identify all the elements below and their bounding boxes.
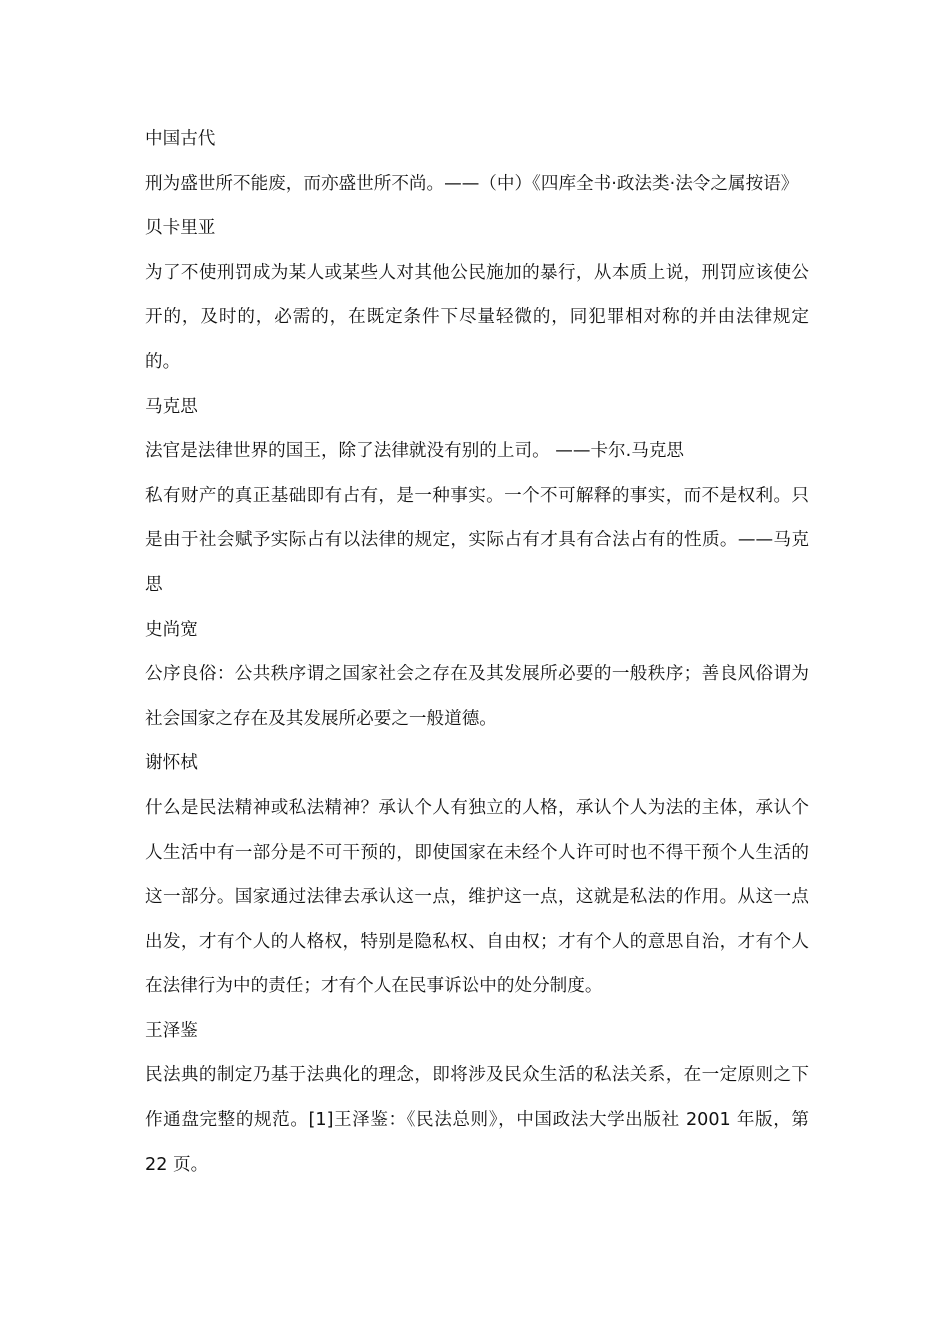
quote-paragraph: 公序良俗：公共秩序谓之国家社会之存在及其发展所必要的一般秩序；善良风俗谓为社会国家之存在及其发展所必要之一般道德。 xyxy=(145,664,809,729)
section-heading-marx: 马克思 xyxy=(145,396,198,417)
quote-paragraph: 法官是法律世界的国王，除了法律就没有别的上司。 ——卡尔.马克思 xyxy=(145,441,685,462)
section-heading-shi-shangkuan: 史尚宽 xyxy=(145,619,198,640)
quote-paragraph: 刑为盛世所不能废，而亦盛世所不尚。——（中）《四库全书·政法类·法令之属按语》 xyxy=(145,173,799,194)
section-heading-xie-huaishi: 谢怀栻 xyxy=(145,753,198,774)
section-heading-ancient-china: 中国古代 xyxy=(145,129,216,149)
quote-paragraph: 为了不使刑罚成为某人或某些人对其他公民施加的暴行，从本质上说，刑罚应该使公开的，及时的，必需的，在既定条件下尽量轻微的，同犯罪相对称的并由法律规定的。 xyxy=(145,262,809,372)
section-heading-beccaria: 贝卡里亚 xyxy=(145,218,216,239)
quote-paragraph: 什么是民法精神或私法精神？承认个人有独立的人格，承认个人为法的主体，承认个人生活中有一部分是不可干预的，即使国家在未经个人许可时也不得干预个人生活的这一部分。国家通过法律去承认这一点，维护这一点，这就是私法的作用。从这一点出发，才有个人的人格权，特别是隐私权、自由权；才有个人的意思自治，才有个人在法律行为中的责任；才有个人在民事诉讼中的处分制度。 xyxy=(145,797,809,997)
section-heading-wang-zejian: 王泽鉴 xyxy=(145,1020,198,1041)
document-body xyxy=(145,117,809,1187)
quote-paragraph: 私有财产的真正基础即有占有，是一种事实。一个不可解释的事实，而不是权利。只是由于社会赋予实际占有以法律的规定，实际占有才具有合法占有的性质。——马克思 xyxy=(145,485,809,595)
quote-paragraph: 民法典的制定乃基于法典化的理念，即将涉及民众生活的私法关系，在一定原则之下作通盘完整的规范。[1]王泽鉴：《民法总则》，中国政法大学出版社 2001 年版，第 22 页。 xyxy=(145,1065,809,1175)
